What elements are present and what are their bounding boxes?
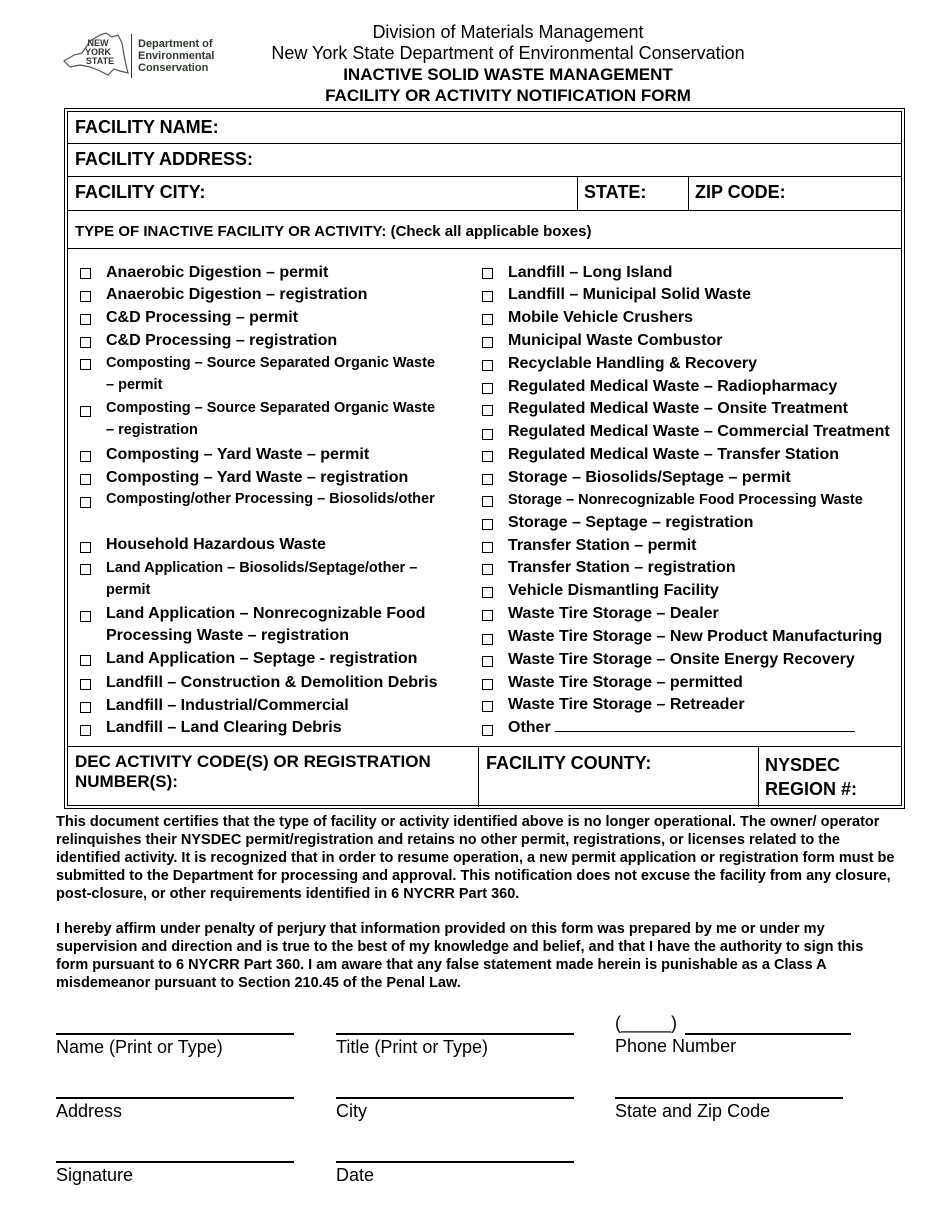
division-name: Division of Materials Management bbox=[372, 22, 644, 42]
checkbox[interactable] bbox=[80, 655, 91, 666]
facility-type-heading: TYPE OF INACTIVE FACILITY OR ACTIVITY: (Check all applicable boxes) bbox=[75, 223, 592, 240]
checkbox[interactable] bbox=[482, 634, 493, 645]
checkbox[interactable] bbox=[80, 406, 91, 417]
state-field[interactable]: STATE: bbox=[584, 182, 647, 202]
other-input-line[interactable] bbox=[555, 719, 855, 732]
checkbox[interactable] bbox=[80, 268, 91, 279]
checkbox[interactable] bbox=[482, 474, 493, 485]
checkbox[interactable] bbox=[80, 359, 91, 370]
checkbox[interactable] bbox=[80, 291, 91, 302]
logo-state-word-3: STATE bbox=[85, 56, 115, 66]
nysdec-region-field[interactable]: NYSDEC REGION #: bbox=[765, 755, 858, 799]
facility-city-field[interactable]: FACILITY CITY: bbox=[75, 182, 206, 202]
checkbox[interactable] bbox=[482, 429, 493, 440]
checkbox[interactable] bbox=[80, 725, 91, 736]
checkbox[interactable] bbox=[482, 679, 493, 690]
checkbox[interactable] bbox=[482, 496, 493, 507]
department-name: New York State Department of Environmental Conservation bbox=[271, 43, 745, 63]
checkbox[interactable] bbox=[80, 564, 91, 575]
checkbox[interactable] bbox=[482, 701, 493, 712]
checkbox[interactable] bbox=[482, 383, 493, 394]
checkbox[interactable] bbox=[482, 519, 493, 530]
phone-area-code: (_____) bbox=[615, 1013, 678, 1033]
checkbox[interactable] bbox=[482, 291, 493, 302]
checkbox[interactable] bbox=[482, 542, 493, 553]
logo-department-name: Department of Environmental Conservation bbox=[138, 38, 215, 74]
checkbox[interactable] bbox=[80, 679, 91, 690]
checkbox[interactable] bbox=[80, 542, 91, 553]
checkbox[interactable] bbox=[80, 314, 91, 325]
checkbox[interactable] bbox=[482, 268, 493, 279]
checkbox[interactable] bbox=[482, 360, 493, 371]
checkbox[interactable] bbox=[80, 337, 91, 348]
facility-address-field[interactable]: FACILITY ADDRESS: bbox=[75, 149, 254, 169]
dec-activity-code-field[interactable]: DEC ACTIVITY CODE(S) OR REGISTRATION NUMBER(S): bbox=[75, 752, 431, 791]
checkbox[interactable] bbox=[482, 725, 493, 736]
facility-name-field[interactable]: FACILITY NAME: bbox=[75, 117, 219, 137]
form-title-line-2: FACILITY OR ACTIVITY NOTIFICATION FORM bbox=[325, 86, 691, 105]
certification-paragraph: This document certifies that the type of facility or activity identified above is no longer operational. The owner/ operator relinquishes their NYSDEC permit/registration and retains no other permit, registrations, or licenses related to the identified activity. It is recognized that in order to resume operation, a new permit application or registration form must be submitted to the Department for processing and approval. This notification does not excuse the facility from any closure, post-closure, or other requirements identified in 6 NYCRR Part 360. bbox=[56, 814, 895, 902]
zip-code-field[interactable]: ZIP CODE: bbox=[695, 182, 786, 202]
checkbox[interactable] bbox=[80, 497, 91, 508]
checkbox[interactable] bbox=[482, 564, 493, 575]
nysdec-logo bbox=[60, 31, 220, 79]
logo-divider bbox=[131, 34, 132, 78]
facility-county-field[interactable]: FACILITY COUNTY: bbox=[486, 753, 652, 773]
checkbox[interactable] bbox=[482, 610, 493, 621]
other-label: Other bbox=[508, 719, 551, 736]
logo-state-word-1: NEW bbox=[87, 38, 109, 48]
form-header bbox=[230, 22, 786, 106]
new-york-state-outline-icon bbox=[60, 31, 132, 79]
checkbox[interactable] bbox=[80, 611, 91, 622]
checkbox[interactable] bbox=[482, 451, 493, 462]
logo-state-word-2: YORK bbox=[84, 47, 112, 57]
checkbox[interactable] bbox=[482, 405, 493, 416]
checkbox[interactable] bbox=[482, 314, 493, 325]
checkbox[interactable] bbox=[482, 337, 493, 348]
checkbox[interactable] bbox=[80, 474, 91, 485]
checkbox[interactable] bbox=[482, 587, 493, 598]
checkbox[interactable] bbox=[482, 656, 493, 667]
checkbox[interactable] bbox=[80, 702, 91, 713]
affirmation-paragraph: I hereby affirm under penalty of perjury that information provided on this form was prepared by me or under my supervision and direction and is true to the best of my knowledge and belief, and that I have the authority to sign this form pursuant to 6 NYCRR Part 360. I am aware that any false statement made herein is punishable as a Class A misdemeanor pursuant to Section 210.45 of the Penal Law. bbox=[56, 921, 864, 991]
checkbox[interactable] bbox=[80, 451, 91, 462]
form-title-line-1: INACTIVE SOLID WASTE MANAGEMENT bbox=[343, 65, 673, 84]
